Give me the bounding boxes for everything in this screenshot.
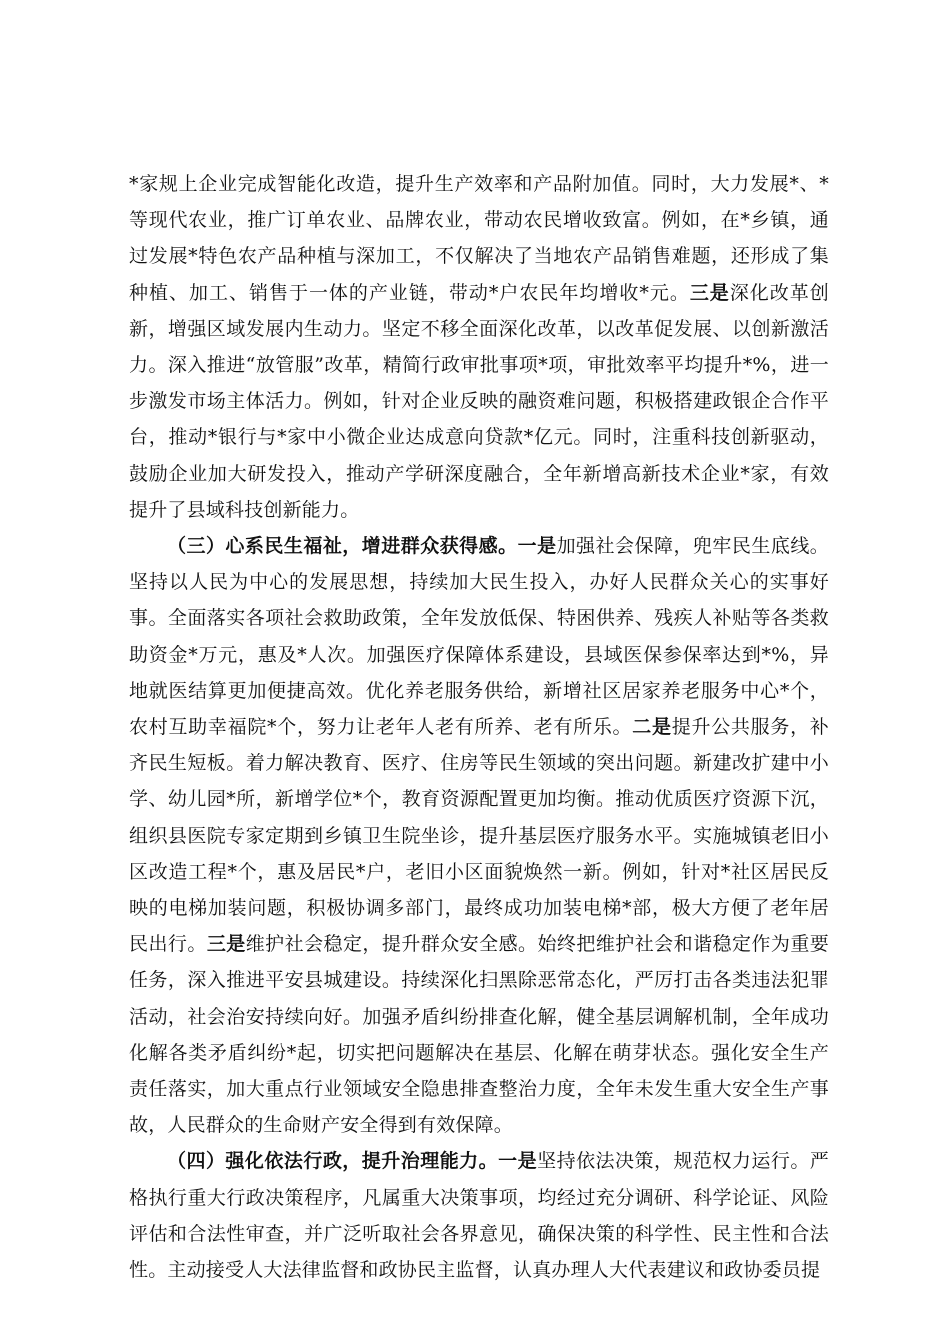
text-run: 坚持依法决策，规范权力运行。严格执行重大行政决策程序，凡属重大决策事项，均经过充分调研、科学论证、风险评估和合法性审查，并广泛听取社会各界意见，确保决策的科学性、民主性和合法性。主动接受人大法律监督和政协民主监督，认真办理人大代表建议和政协委员提	[129, 1150, 830, 1282]
bold-run: 二是	[632, 716, 672, 739]
text-run: *家规上企业完成智能化改造，提升生产效率和产品附加值。同时，大力发展*、*等现代农业，推广订单农业、品牌农业，带动农民增收致富。例如，在*乡镇，通过发展*特色农产品种植与深加工，不仅解决了当地农产品销售难题，还形成了集种植、加工、销售于一体的产业链，带动*户农民年均增收*元。	[129, 173, 829, 304]
text-run: 提升公共服务，补齐民生短板。着力解决教育、医疗、住房等民生领域的突出问题。新建改扩建中小学、幼儿园*所，新增学位*个，教育资源配置更加均衡。推动优质医疗资源下沉，组织县医院专家定期到乡镇卫生院坐诊，提升基层医疗服务水平。实施城镇老旧小区改造工程*个，惠及居民*户，老旧小区面貌焕然一新。例如，针对*社区居民反映的电梯加装问题，积极协调多部门，最终成功加装电梯*部，极大方便了老年居民出行。	[129, 716, 830, 956]
text-run: 深化改革创新，增强区域发展内生动力。坚定不移全面深化改革，以改革促发展、以创新激活力。深入推进“放管服”改革，精简行政审批事项*项，审批效率平均提升*%，进一步激发市场主体活力。例如，针对企业反映的融资难问题，积极搭建政银企合作平台，推动*银行与*家中小微企业达成意向贷款*亿元。同时，注重科技创新驱动，鼓励企业加大研发投入，推动产学研深度融合，全年新增高新技术企业*家，有效提升了县域科技创新能力。	[129, 281, 829, 521]
paragraph-1	[129, 166, 829, 528]
text-run: 加强社会保障，兜牢民生底线。坚持以人民为中心的发展思想，持续加大民生投入，办好人民群众关心的实事好事。全面落实各项社会救助政策，全年发放低保、特困供养、残疾人补贴等各类救助资金*万元，惠及*人次。加强医疗保障体系建设，县域医保参保率达到*%，异地就医结算更加便捷高效。优化养老服务供给，新增社区居家养老服务中心*个，农村互助幸福院*个，努力让老年人老有所养、老有所乐。	[129, 535, 829, 739]
bold-run: 一是	[498, 1150, 538, 1173]
bold-run: 三是	[206, 933, 246, 956]
section-heading: （三）心系民生福祉，增进群众获得感。	[167, 535, 518, 558]
bold-run: 一是	[517, 535, 557, 558]
document-body	[129, 166, 829, 1288]
section-heading: （四）强化依法行政，提升治理能力。	[167, 1150, 499, 1173]
bold-run: 三是	[689, 281, 730, 304]
text-run: 维护社会稳定，提升群众安全感。始终把维护社会和谐稳定作为重要任务，深入推进平安县城建设。持续深化扫黑除恶常态化，严厉打击各类违法犯罪活动，社会治安持续向好。加强矛盾纠纷排查化解，健全基层调解机制，全年成功化解各类矛盾纠纷*起，切实把问题解决在基层、化解在萌芽状态。强化安全生产责任落实，加大重点行业领域安全隐患排查整治力度，全年未发生重大安全生产事故，人民群众的生命财产安全得到有效保障。	[129, 933, 829, 1137]
paragraph-3	[129, 1143, 829, 1288]
paragraph-2	[129, 528, 829, 1143]
